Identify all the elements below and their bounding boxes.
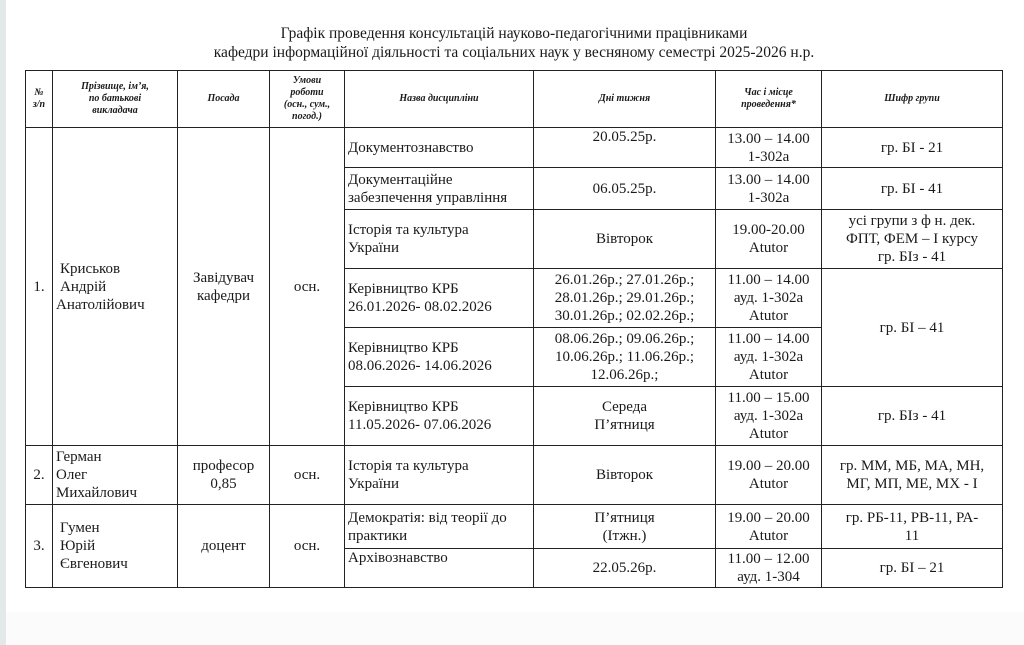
group-line: гр. БІ – 41 [879, 319, 945, 336]
header-position: Посада [178, 71, 270, 128]
group-line: 11 [904, 527, 920, 544]
time-cell [716, 387, 822, 446]
discipline-line: України [348, 476, 399, 492]
teacher-name [53, 128, 178, 446]
time-line: 11.00 – 14.00 [727, 331, 810, 347]
header-name-line: викладача [92, 105, 138, 116]
time-line: ауд. 1-304 [737, 569, 800, 585]
days-line: Вівторок [595, 231, 654, 247]
document-title [26, 24, 1002, 62]
time-cell [716, 446, 822, 505]
group-cell [822, 128, 1003, 168]
days-line: Вівторок [595, 467, 654, 483]
name-line: Олег [56, 467, 88, 483]
group-cell [822, 210, 1003, 269]
group-line: ФПТ, ФЕМ – І курсу [846, 231, 978, 247]
consultation-schedule-table [25, 70, 1003, 588]
name-line: Євгенович [60, 556, 128, 572]
teacher-name [53, 505, 178, 588]
name-line: Юрій [60, 538, 96, 554]
discipline-line: Документаційне [348, 171, 453, 188]
time-cell [716, 168, 822, 210]
header-conditions-line: роботи [290, 87, 324, 98]
position-line: кафедри [196, 287, 251, 304]
header-name [53, 71, 178, 128]
header-row [26, 71, 1003, 128]
time-line: 13.00 – 14.00 [727, 130, 810, 147]
days-line: 06.05.25р. [592, 180, 657, 197]
days-line: 30.01.26р.; 02.02.26р.; [554, 308, 695, 324]
days-cell [534, 446, 716, 505]
title-line-1: Графік проведення консультацій науково-педагогічними працівниками [280, 25, 748, 42]
time-cell [716, 549, 822, 588]
discipline-line: Архівознавство [348, 550, 448, 566]
header-name-line: Прізвище, ім’я, [81, 81, 149, 92]
group-line: гр. БІз - 41 [877, 249, 947, 265]
discipline-line: 11.05.2026- 07.06.2026 [348, 417, 492, 433]
days-line: 12.06.26р.; [590, 367, 659, 383]
time-line: 19.00 – 20.00 [727, 458, 810, 474]
days-line: 26.01.26р.; 27.01.26р.; [554, 272, 695, 288]
group-cell [822, 549, 1003, 588]
discipline-line: Історія та культура [348, 458, 469, 474]
header-time-place [716, 71, 822, 128]
time-line: Atutor [748, 476, 789, 492]
time-cell [716, 210, 822, 269]
group-line: гр. БІ – 21 [879, 560, 945, 576]
position-line: 0,85 [210, 476, 237, 492]
header-discipline: Назва дисципліни [345, 71, 534, 128]
group-cell [822, 269, 1003, 387]
teacher-conditions: осн. [270, 128, 345, 446]
teacher-name [53, 446, 178, 505]
discipline-cell [345, 505, 534, 549]
teacher-conditions: осн. [270, 505, 345, 588]
header-time-line: Час і місце [744, 87, 793, 98]
table-row [26, 128, 1003, 168]
time-line: 11.00 – 14.00 [727, 272, 810, 288]
time-cell [716, 328, 822, 387]
discipline-cell [345, 269, 534, 328]
group-cell [822, 505, 1003, 549]
group-line: гр. БІ - 21 [880, 139, 944, 156]
discipline-cell [345, 549, 534, 588]
days-line: 20.05.25р. [592, 129, 657, 145]
time-cell [716, 128, 822, 168]
discipline-line: 26.01.2026- 08.02.2026 [348, 299, 492, 315]
time-cell [716, 505, 822, 549]
header-num [26, 71, 53, 128]
time-line: 19.00-20.00 [732, 222, 805, 238]
header-conditions-line: погод.) [292, 111, 322, 122]
time-line: Atutor [748, 527, 789, 544]
time-line: 19.00 – 20.00 [727, 509, 810, 526]
discipline-cell [345, 168, 534, 210]
time-line: ауд. 1-302а [733, 290, 804, 306]
header-time-line: проведення* [741, 99, 796, 110]
teacher-position [178, 505, 270, 588]
position-line: Завідувач [192, 269, 255, 286]
teacher-num: 2. [26, 446, 53, 505]
name-line: Герман [56, 449, 102, 465]
days-cell [534, 168, 716, 210]
group-cell [822, 387, 1003, 446]
time-line: 13.00 – 14.00 [727, 171, 810, 188]
days-cell [534, 549, 716, 588]
time-line: ауд. 1-302а [733, 349, 804, 365]
time-line: Atutor [748, 240, 789, 256]
time-line: ауд. 1-302а [733, 408, 804, 424]
discipline-line: Історія та культура [348, 222, 469, 238]
teacher-conditions: осн. [270, 446, 345, 505]
teacher-position [178, 128, 270, 446]
time-line: 11.00 – 12.00 [727, 551, 810, 567]
days-cell [534, 210, 716, 269]
time-line: 1-302а [747, 189, 790, 206]
days-line: 10.06.26р.; 11.06.26р.; [554, 349, 695, 365]
discipline-line: Керівництво КРБ [348, 340, 459, 356]
name-line: Анатолійович [56, 296, 145, 313]
discipline-cell [345, 328, 534, 387]
teacher-num: 1. [26, 128, 53, 446]
group-cell [822, 168, 1003, 210]
position-line: професор [192, 458, 255, 474]
days-cell [534, 128, 716, 168]
header-days: Дні тижня [534, 71, 716, 128]
discipline-line: забезпечення управління [348, 189, 508, 206]
discipline-line: України [348, 240, 399, 256]
header-conditions-line: (осн., сум., [283, 99, 331, 110]
table-row [26, 446, 1003, 505]
group-line: усі групи з ф н. дек. [848, 213, 976, 229]
viewer-left-edge [0, 0, 6, 645]
discipline-line: Керівництво КРБ [348, 281, 459, 297]
time-line: Atutor [748, 308, 789, 324]
days-cell [534, 505, 716, 549]
discipline-line: Керівництво КРБ [348, 399, 459, 415]
days-line: 22.05.26р. [592, 560, 657, 576]
discipline-cell [345, 128, 534, 168]
discipline-line: Демократія: від теорії до [348, 509, 507, 526]
header-conditions [270, 71, 345, 128]
time-line: Atutor [748, 426, 789, 442]
time-line: 11.00 – 15.00 [727, 390, 810, 406]
days-cell [534, 387, 716, 446]
discipline-line: 08.06.2026- 14.06.2026 [348, 358, 492, 374]
discipline-cell [345, 446, 534, 505]
days-line: (Ітжн.) [602, 527, 647, 544]
days-line: П’ятниця [594, 417, 655, 433]
group-cell [822, 446, 1003, 505]
days-line: 28.01.26р.; 29.01.26р.; [554, 290, 695, 306]
header-name-line: по батькові [88, 93, 142, 104]
days-line: Середа [601, 399, 648, 415]
teacher-num: 3. [26, 505, 53, 588]
position-line: доцент [201, 538, 246, 554]
discipline-line: Документознавство [348, 139, 474, 156]
table-row [26, 505, 1003, 549]
teacher-position [178, 446, 270, 505]
header-num-line: № [34, 87, 44, 98]
discipline-cell [345, 387, 534, 446]
discipline-line: практики [348, 527, 408, 544]
header-num-line: з/п [32, 99, 46, 110]
header-group: Шифр групи [822, 71, 1003, 128]
group-line: гр. БІз - 41 [877, 408, 947, 424]
name-line: Криськов [60, 260, 121, 277]
days-line: 08.06.26р.; 09.06.26р.; [554, 331, 695, 347]
name-line: Михайлович [56, 485, 137, 501]
title-line-2: кафедри інформаційної діяльності та соціальних наук у весняному семестрі 2025-2026 н.р. [213, 44, 815, 61]
time-line: Atutor [748, 367, 789, 383]
time-cell [716, 269, 822, 328]
group-line: гр. ММ, МБ, МА, МН, [839, 458, 985, 474]
discipline-cell [345, 210, 534, 269]
time-line: 1-302а [747, 148, 790, 165]
days-line: П’ятниця [594, 509, 655, 526]
name-line: Андрій [60, 278, 107, 295]
group-line: гр. РБ-11, РВ-11, РА- [845, 509, 979, 526]
group-line: МГ, МП, МЕ, МХ - І [846, 476, 978, 492]
viewer-bottom-area [6, 612, 1024, 645]
days-cell [534, 328, 716, 387]
group-line: гр. БІ - 41 [880, 180, 944, 197]
header-conditions-line: Умови [292, 75, 322, 86]
name-line: Гумен [60, 520, 100, 536]
days-cell [534, 269, 716, 328]
